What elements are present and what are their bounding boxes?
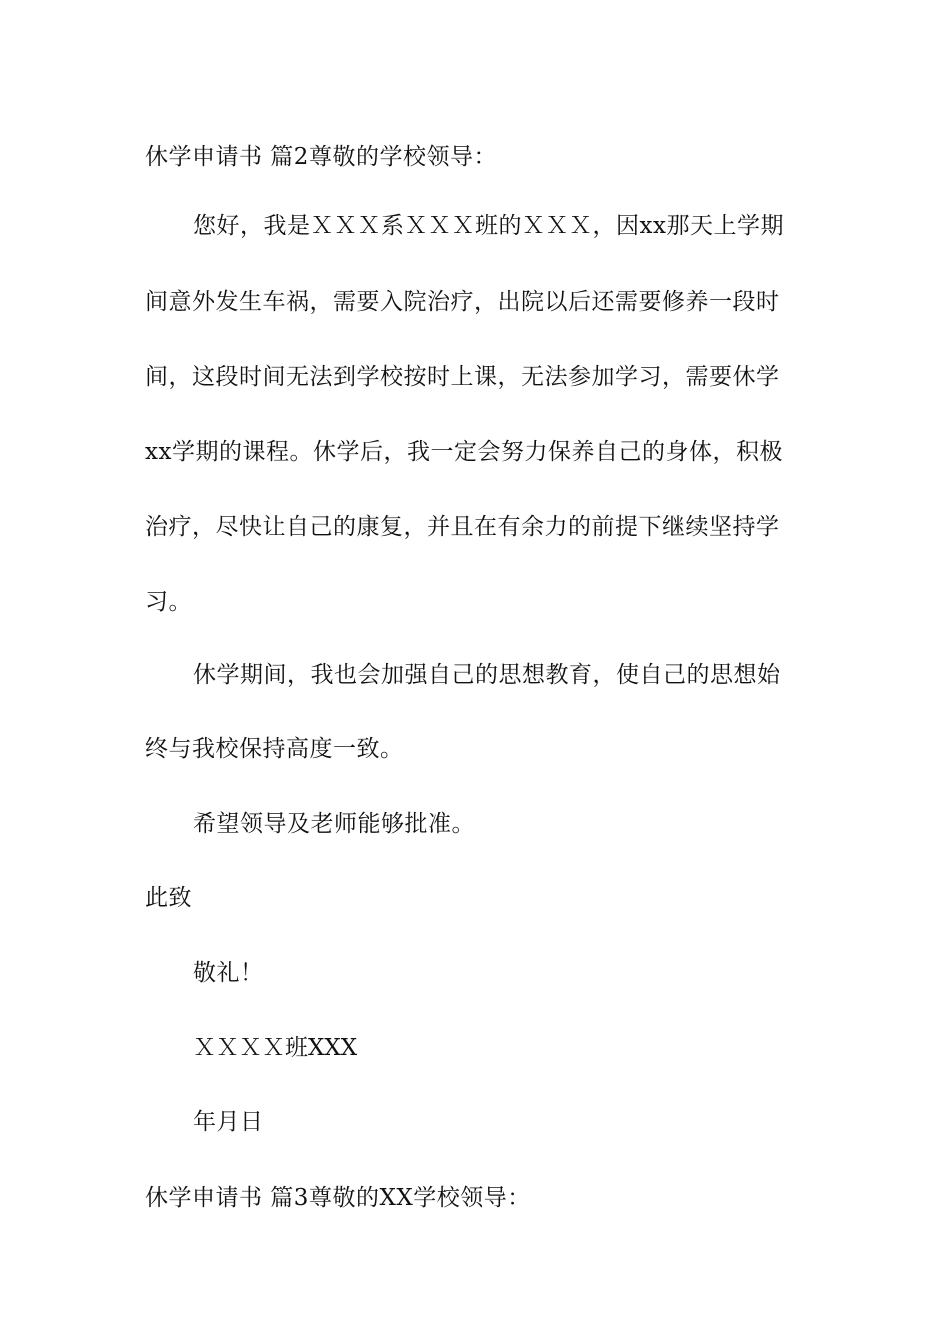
section-heading-3: 休学申请书 篇3尊敬的XX学校领导：	[145, 1185, 531, 1211]
signature-line: ＸＸＸＸ班XXX	[193, 1035, 358, 1061]
paragraph-line: 治疗，尽快让自己的康复，并且在有余力的前提下继续坚持学	[145, 514, 780, 540]
paragraph-line: 终与我校保持高度一致。	[145, 736, 404, 762]
section-heading-2: 休学申请书 篇2尊敬的学校领导：	[145, 144, 497, 170]
paragraph-line: 间，这段时间无法到学校按时上课，无法参加学习，需要休学	[145, 364, 780, 390]
paragraph-line: 休学期间，我也会加强自己的思想教育，使自己的思想始	[193, 662, 781, 688]
paragraph-line: 希望领导及老师能够批准。	[193, 811, 475, 837]
date-line: 年月日	[193, 1109, 264, 1135]
salutation-line: 敬礼！	[193, 960, 264, 986]
paragraph-line: xx学期的课程。休学后，我一定会努力保养自己的身体，积极	[145, 439, 783, 465]
paragraph-line: 您好，我是ＸＸＸ系ＸＸＸ班的ＸＸＸ，因xx那天上学期	[193, 213, 784, 239]
paragraph-line: 习。	[145, 589, 192, 615]
paragraph-line: 间意外发生车祸，需要入院治疗，出院以后还需要修养一段时	[145, 289, 780, 315]
closing-line: 此致	[145, 885, 192, 911]
